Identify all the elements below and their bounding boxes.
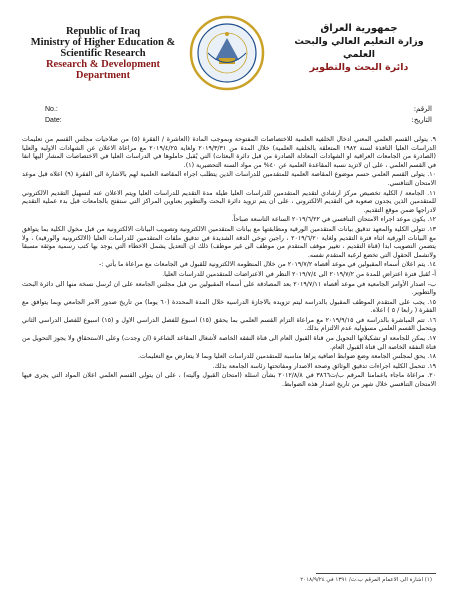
department-en-line1: Research & Development <box>45 59 161 70</box>
number-label-en: No.: <box>45 106 58 113</box>
ministry-en-line1: Ministry of Higher Education & <box>30 37 176 48</box>
paragraph-20: ٢٠. مراعاة ماجاء باعمامنا المرقم ب/ت٣٨٦٦ في ٢٠١٢/٨/٨ بشأن اسئلة (امتحان القبول وآليته) ، على ان يتولى القسم العلمي اعلان المواد التي يجرى فيها الامتحان التنافسي خلال شهر من تاريخ اصدار هذه الضوابط. <box>22 372 436 389</box>
paragraph-15: ١٥. يجب على المتقدم الموظف المقبول بالدراسة ليتم تزويده بالاجازة الدراسية خلال المدة المحددة (٦٠ يوما) من تاريخ صدور الامر الجامعي وبما يتوافق مع الفقرة ( رابعا / ٥ ) اعلاه. <box>22 298 436 315</box>
country-en: Republic of Iraq <box>65 26 141 37</box>
ministry-seal-logo <box>186 14 268 92</box>
paragraph-14: ١٤. يتم اعلان أسماء المقبولين في موعد أقصاه ٢٠١٩/٧/٢ من خلال المنظومة الالكترونية للقبول في الجامعات مع مراعاة ما يأتي :- <box>99 261 436 269</box>
paragraph-10: ١٠. يتولى القسم العلمي حسم موضوع المقاصة العلمية للمتقدمين للدراسات الذين يتطلب اجراء المقاصة العلمية لهم بالاشارة الى الفقرة (٩) اعلاه قبل موعد الامتحان التنافسي. <box>22 171 436 187</box>
reference-en <box>45 104 62 126</box>
reference-ar <box>411 104 432 126</box>
number-label-ar: الرقم: <box>413 105 432 113</box>
department-en-line2: Department <box>75 70 131 81</box>
paragraph-12: ١٢. يكون موعد اجراء الامتحان التنافسي في ٢٠١٩/٦/٢٢ الساعة التاسعة صباحاً. <box>231 216 436 224</box>
paragraph-17: ١٧. يمكن للجامعة او تشكيلاتها التحويل من قناة القبول العام الى قناة النفقة الخاصة لأشغال المقاعد الشاغرة (ان وجدت) وعلى الاستحقاق ولا يجوز التحويل من قناة النفقة الخاصة الى قناة القبول العام. <box>22 335 436 351</box>
paragraph-11: ١١. الجامعة / الكلية تخصيص مركز ارشادي لتقديم المتقدمين للدراسات العليا طيلة مدة التقديم للدراسات العليا ويتم الاعلان عنه لتسهيل التقديم الالكتروني للمتقدمين الذين يجدون صعوبة في التقديم الالكتروني ، على ان يتم تزويد دائرة البحث والتطوير بعناوين المراكز التي ستفتح بالجامعات قبل بدء عملية التقديم لادراجها ضمن موقع التقديم. <box>22 189 436 214</box>
paragraph-13: ١٣. تتولى الكلية والمعهد تدقيق بيانات المتقدمين الورقية ومطابقتها مع بيانات المتقدمين الالكترونية وتصويب البيانات الالكترونية من قبل مخول الكلية بما يتوافق مع البيانات الورقية اثناء فترة التقديم ولغاية ٢٠١٩/٦/٢٠ ، راجين توخي الدقة الشديدة في تدقيق ملفات المتقدمين للدراسات العليا (الالكترونية والورقية) ، ولا يتضمن التصويب ابدا (قناة التقديم ، تغيير موقف المتقدم من موظف الى غير موظف) ذلك ان التعديل يشمل الاخطاء التي يوجد بها كتب رسمية موثقة مسبقا ولاتشمل الحقول التي تخضع لرغبة المتقدم نفسه. <box>22 225 436 259</box>
ministry-en-line2: Scientific Research <box>60 48 146 59</box>
paragraph-14a: أ- تُقبل فترة اعتراض للمدة من ٢٠١٩/٧/٢ الى ٢٠١٩/٧/٤ النظر في الاعتراضات للمتقدمين للدراسات العليا. <box>162 270 436 278</box>
department-ar: دائرة البحث والتطوير <box>309 62 409 73</box>
arabic-letterhead <box>284 22 434 74</box>
ministry-ar: وزارة التعليم العالي والبحث العلمي <box>294 36 424 60</box>
paragraph-16: ١٦. تتم المباشرة بالدراسة في ٢٠١٩/٩/١٥ مع مراعاة التزام القسم العلمي بما يحقق (١٥) اسبوع للفصل الدراسي الاول و (١٥) اسبوع للفصل الدراسي الثاني ويتحمل القسم العلمي مسؤولية عدم الالتزام بذلك. <box>22 316 436 333</box>
reference-fields <box>0 104 454 128</box>
date-label-ar: التاريخ: <box>411 116 432 124</box>
english-letterhead <box>18 26 188 81</box>
country-ar: جمهورية العراق <box>320 23 398 34</box>
paragraph-18: ١٨. يحق لمجلس الجامعة وضع ضوابط اضافية يراها مناسبة للمتقدمين للدراسات العليا وبما لا يتعارض مع التعليمات. <box>137 353 436 361</box>
date-label-en: Date: <box>45 117 62 124</box>
footnote-divider <box>316 573 436 574</box>
letterhead <box>0 0 454 100</box>
footnote: (١) اشارة الى الاعمام المرقم ب.ت/ ١٣٩١ في ٢٠١٨/٩/٢٤ <box>300 577 432 583</box>
document-body <box>22 136 436 566</box>
paragraph-14b: ب- اصدار الأوامر الجامعية في موعد أقصاه ٢٠١٩/٧/١١ بعد المصادقة على أسماء المقبولين من قبل مجلس الجامعة على ان تُرسل نسخة منها الى دائرة البحث والتطوير. <box>22 280 436 297</box>
paragraph-19: ١٩. تتحمل الكلية اجراءات تدقيق الوثائق وصحة الاصدار ومفاتحتها رئاسة الجامعة بذلك. <box>212 362 436 370</box>
paragraph-9: ٩. يتولى القسم العلمي المعني ادخال الخلفية العلمية للاختصاصات المفتوحة وبموجب المادة (العاشرة / الفقرة (٥) من صلاحيات مجلس القسم من تعليمات الدراسات العليا النافذة لسنة ١٩٨٢ المتعلقة بالخلفية العلمية) خلال المدة من ٢٠١٩/٣/٣١ ولغاية ٢٠١٩/٤/٢٥ مع مراعاة الاعلان عن الشهادات الاولية والعليا (الصادرة من الجامعات العراقية او الشهادات المعادلة الصادرة من قبل دائرة البعثات) التي يُقبل حاملوها في الدراسات العليا في الاختصاصات المشار اليها انفا في القسم العلمي ، على ان لاتزيد نسبة المقاعدة العلمية عن ٤٠% من مواد السنة التحضيرية (١). <box>22 136 436 169</box>
